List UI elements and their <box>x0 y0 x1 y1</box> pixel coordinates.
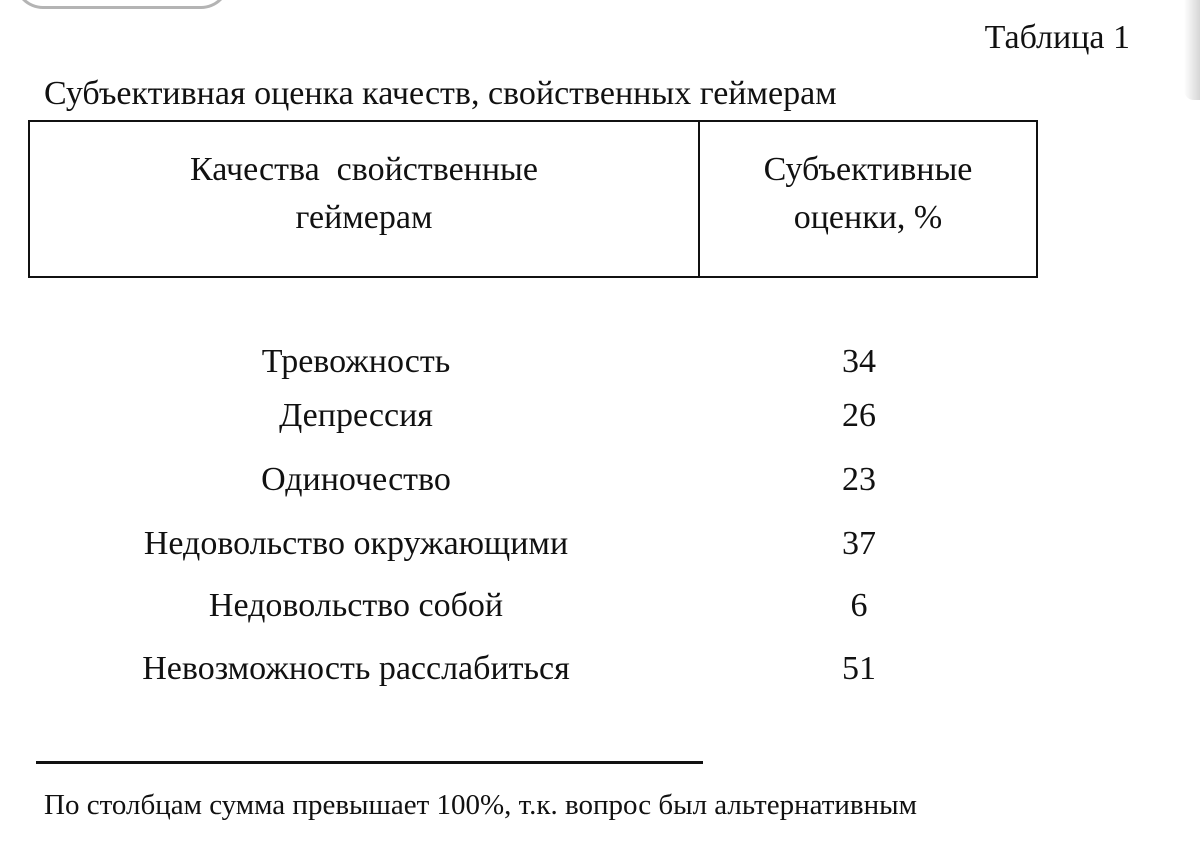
page-edge-shadow <box>1184 0 1200 100</box>
table-header <box>28 120 1038 278</box>
row-quality: Депрессия <box>279 397 433 434</box>
row-score: 23 <box>842 461 876 498</box>
row-quality: Одиночество <box>261 461 451 498</box>
table-row <box>28 388 1038 444</box>
table-row <box>28 516 1038 572</box>
row-score: 26 <box>842 397 876 434</box>
table-row <box>28 452 1038 508</box>
footnote: По столбцам сумма превышает 100%, т.к. вопрос был альтернативным <box>44 789 917 821</box>
table-row <box>28 578 1038 634</box>
row-score: 6 <box>850 587 868 624</box>
table-row <box>28 334 1038 390</box>
cropped-bracket-fragment <box>14 0 230 9</box>
row-score: 37 <box>842 525 876 562</box>
header-quality <box>30 122 700 276</box>
table-row <box>28 641 1038 697</box>
header-score-line1: Субъективные <box>763 151 973 188</box>
header-score <box>700 122 1036 276</box>
header-quality-line1: Качества свойственные <box>190 151 538 188</box>
footnote-separator <box>36 761 703 764</box>
table-number: Таблица 1 <box>984 19 1130 56</box>
row-quality: Тревожность <box>261 343 451 380</box>
header-quality-line2: геймерам <box>295 199 433 236</box>
row-quality: Недовольство окружающими <box>143 525 569 562</box>
header-score-line2: оценки, % <box>793 199 943 236</box>
row-quality: Невозможность расслабиться <box>142 650 570 687</box>
row-quality: Недовольство собой <box>208 587 504 624</box>
table-title: Субъективная оценка качеств, свойственных геймерам <box>44 75 837 112</box>
row-score: 51 <box>842 650 876 687</box>
row-score: 34 <box>842 343 876 380</box>
